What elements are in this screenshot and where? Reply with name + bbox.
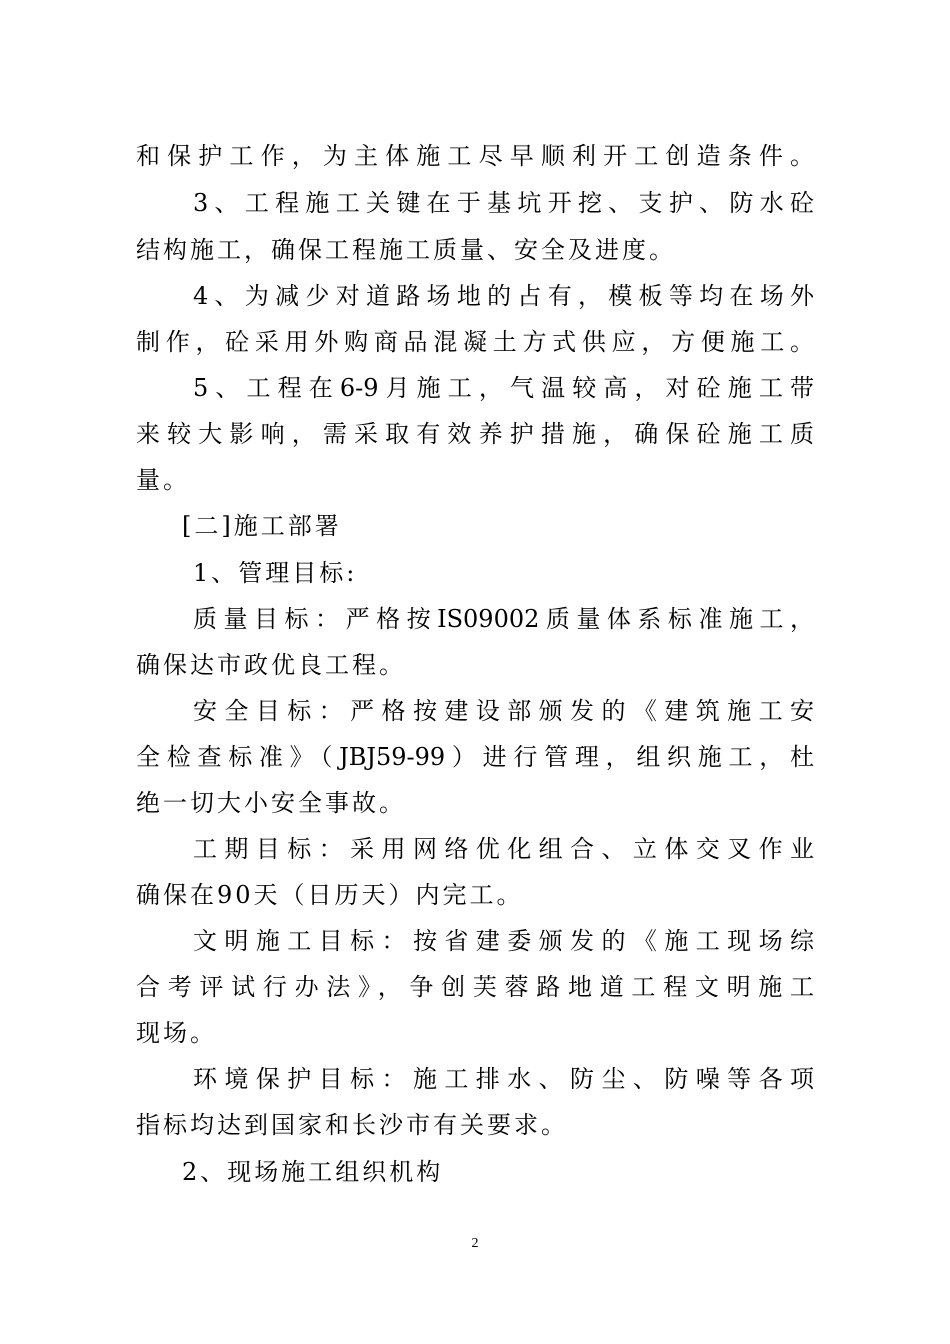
text-line-15: 绝一切大小安全事故。 bbox=[136, 789, 406, 817]
text-line-3: 结构施工，确保工程施工质量、安全及进度。 bbox=[136, 236, 676, 264]
text-line-11: 质量目标：严格按IS09002质量体系标准施工， bbox=[193, 605, 814, 633]
text-line-14: 全检查标准》（JBJ59-99）进行管理，组织施工，杜 bbox=[136, 743, 814, 771]
text-line-10: 1、管理目标: bbox=[193, 559, 358, 587]
text-line-8: 量。 bbox=[136, 466, 190, 494]
text-line-23: 2、现场施工组织机构 bbox=[182, 1158, 444, 1186]
text-line-12: 确保达市政优良工程。 bbox=[136, 651, 406, 679]
text-line-16: 工期目标：采用网络优化组合、立体交叉作业 bbox=[193, 835, 814, 863]
text-line-19: 合考评试行办法》，争创芙蓉路地道工程文明施工 bbox=[136, 973, 814, 1001]
page-number: 2 bbox=[471, 1236, 479, 1251]
text-line-1: 和保护工作，为主体施工尽早顺利开工创造条件。 bbox=[136, 142, 814, 170]
text-line-17: 确保在90天（日历天）内完工。 bbox=[136, 881, 524, 909]
text-line-4: 4、为减少对道路场地的占有，模板等均在场外 bbox=[193, 282, 814, 310]
text-line-20: 现场。 bbox=[136, 1019, 217, 1047]
text-line-21: 环境保护目标：施工排水、防尘、防噪等各项 bbox=[193, 1065, 814, 1093]
text-line-5: 制作，砼采用外购商品混凝土方式供应，方便施工。 bbox=[136, 328, 814, 356]
text-line-2: 3、工程施工关键在于基坑开挖、支护、防水砼 bbox=[193, 189, 814, 217]
text-line-18: 文明施工目标：按省建委颁发的《施工现场综 bbox=[193, 927, 814, 955]
text-line-7: 来较大影响，需采取有效养护措施，确保砼施工质 bbox=[136, 420, 814, 448]
section-heading: [二]施工部署 bbox=[182, 512, 342, 540]
text-line-13: 安全目标：严格按建设部颁发的《建筑施工安 bbox=[193, 697, 814, 725]
text-line-6: 5、工程在6-9月施工，气温较高，对砼施工带 bbox=[193, 374, 814, 402]
text-line-22: 指标均达到国家和长沙市有关要求。 bbox=[136, 1111, 568, 1139]
